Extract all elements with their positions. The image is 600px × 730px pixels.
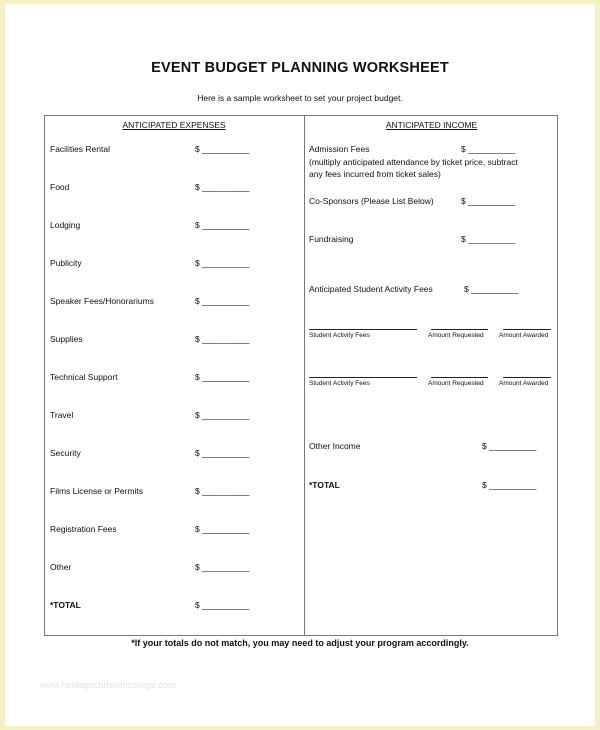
fundraising-label: Fundraising — [309, 234, 354, 244]
expense-amount-blank[interactable]: $ __________ — [195, 296, 250, 306]
student-fees-line-1[interactable] — [309, 329, 417, 330]
watermark: www.heritagechristiancollege.com — [40, 680, 176, 690]
other-income-blank[interactable]: $ __________ — [482, 441, 537, 451]
expense-amount-blank[interactable]: $ __________ — [195, 524, 250, 534]
student-fees-line-2[interactable] — [309, 377, 417, 378]
fundraising-blank[interactable]: $ __________ — [461, 234, 516, 244]
expense-label: Facilities Rental — [50, 144, 110, 154]
amount-requested-line-1[interactable] — [431, 329, 488, 330]
caption-amount-requested-2: Amount Requested — [428, 380, 484, 387]
expense-amount-blank[interactable]: $ __________ — [195, 562, 250, 572]
expense-label: Lodging — [50, 220, 81, 230]
worksheet-table — [44, 115, 558, 636]
expense-amount-blank[interactable]: $ __________ — [195, 448, 250, 458]
expense-amount-blank[interactable]: $ __________ — [195, 334, 250, 344]
admission-note-line-1: (multiply anticipated attendance by ticket price, subtract — [309, 157, 518, 167]
cosponsors-blank[interactable]: $ __________ — [461, 196, 516, 206]
expense-label: Films License or Permits — [50, 486, 144, 496]
caption-amount-awarded-2: Amount Awarded — [499, 380, 549, 387]
expense-amount-blank[interactable]: $ __________ — [195, 600, 250, 610]
expense-label: Food — [50, 182, 70, 192]
page-subtitle: Here is a sample worksheet to set your project budget. — [197, 93, 403, 103]
expense-label: Security — [50, 448, 81, 458]
caption-amount-requested-1: Amount Requested — [428, 332, 484, 339]
amount-awarded-line-2[interactable] — [503, 377, 551, 378]
cosponsors-label: Co-Sponsors (Please List Below) — [309, 196, 434, 206]
expense-amount-blank[interactable]: $ __________ — [195, 486, 250, 496]
income-total-label: *TOTAL — [309, 480, 340, 490]
income-total-blank[interactable]: $ __________ — [482, 480, 537, 490]
expense-amount-blank[interactable]: $ __________ — [195, 182, 250, 192]
page-title: EVENT BUDGET PLANNING WORKSHEET — [151, 60, 449, 76]
expense-label: Supplies — [50, 334, 83, 344]
amount-requested-line-2[interactable] — [431, 377, 488, 378]
student-activity-fees-blank[interactable]: $ __________ — [464, 284, 519, 294]
admission-note-line-2: any fees incurred from ticket sales) — [309, 169, 441, 179]
expense-label: Technical Support — [50, 372, 118, 382]
admission-fees-label: Admission Fees — [309, 144, 370, 154]
expense-label: Publicity — [50, 258, 82, 268]
expense-label: Other — [50, 562, 72, 572]
expense-amount-blank[interactable]: $ __________ — [195, 372, 250, 382]
expense-label: *TOTAL — [50, 600, 81, 610]
expense-amount-blank[interactable]: $ __________ — [195, 410, 250, 420]
caption-student-fees-1: Student Activity Fees — [309, 332, 370, 339]
expense-amount-blank[interactable]: $ __________ — [195, 220, 250, 230]
caption-student-fees-2: Student Activity Fees — [309, 380, 370, 387]
expense-label: Speaker Fees/Honorariums — [50, 296, 154, 306]
expense-amount-blank[interactable]: $ __________ — [195, 144, 250, 154]
income-heading: ANTICIPATED INCOME — [385, 120, 478, 130]
expense-label: Travel — [50, 410, 74, 420]
amount-awarded-line-1[interactable] — [503, 329, 551, 330]
other-income-label: Other Income — [309, 441, 361, 451]
student-activity-fees-label: Anticipated Student Activity Fees — [309, 284, 433, 294]
admission-fees-blank[interactable]: $ __________ — [461, 144, 516, 154]
column-divider — [304, 115, 305, 636]
expense-label: Registration Fees — [50, 524, 117, 534]
expenses-heading: ANTICIPATED EXPENSES — [122, 120, 226, 130]
footnote: *If your totals do not match, you may need to adjust your program accordingly. — [131, 638, 469, 648]
expense-amount-blank[interactable]: $ __________ — [195, 258, 250, 268]
caption-amount-awarded-1: Amount Awarded — [499, 332, 549, 339]
